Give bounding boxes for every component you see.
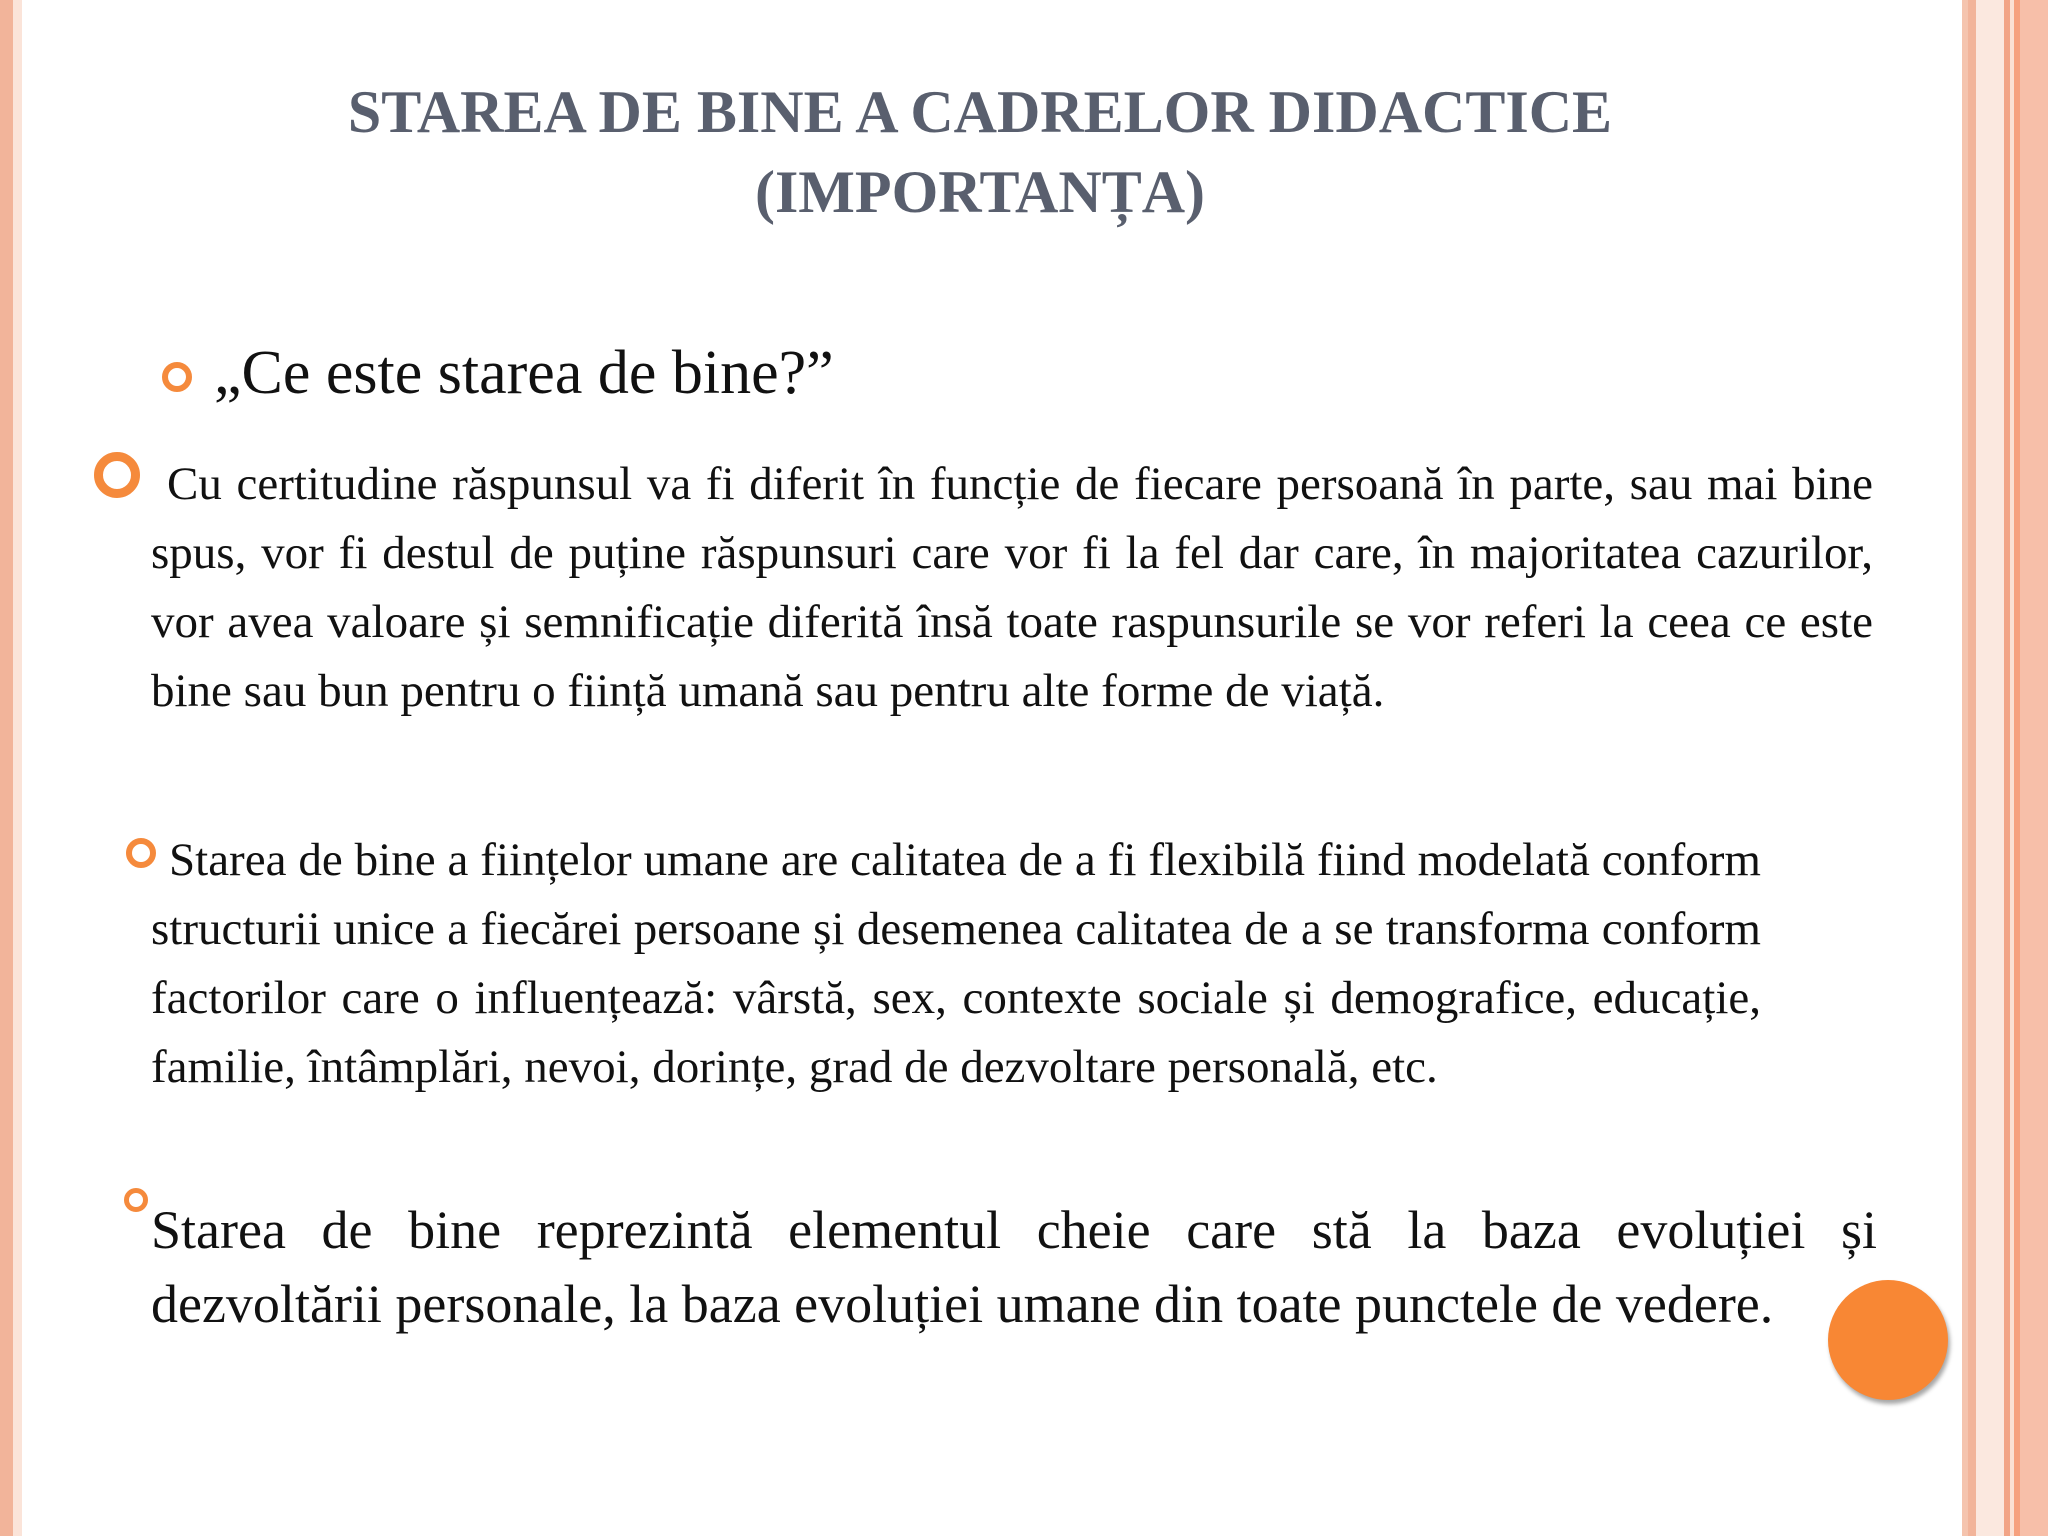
bullet-circle-icon — [94, 452, 140, 498]
orange-circle-icon — [1828, 1280, 1948, 1400]
slide-title — [180, 72, 1780, 232]
left-border-stripe — [0, 0, 13, 1536]
bullet-circle-icon — [124, 1188, 148, 1212]
slide-title-line-1: STAREA DE BINE A CADRELOR DIDACTICE — [347, 79, 1613, 145]
paragraph-1: Cu certitudine răspunsul va fi diferit în funcție de fiecare persoană în parte, sau mai bine spus, vor fi destul de puține răspunsuri care vor fi la fel dar care, în majoritatea cazurilor, vor avea valoare și semnificație diferită însă toate raspunsurile se vor referi la ceea ce este bine sau bun pentru o ființă umană sau pentru alte forme de viață. — [151, 458, 1873, 717]
left-border-stripe-light — [13, 0, 22, 1536]
bullet-circle-icon — [162, 362, 192, 392]
paragraph-3: Starea de bine reprezintă elementul cheie care stă la baza evoluției și dezvoltării personale, la baza evoluției umane din toate punctele de vedere. — [151, 1200, 1877, 1334]
slide-title-line-2: (IMPORTANȚA) — [754, 159, 1206, 225]
right-border-panel — [1962, 0, 2048, 1536]
question-text: „Ce este starea de bine?” — [214, 339, 834, 407]
paragraph-2: Starea de bine a ființelor umane are calitatea de a fi flexibilă fiind modelată conform structurii unice a fiecărei persoane și desemenea calitatea de a se transforma conform factorilor care o influențează: vârstă, sex, contexte sociale și demografice, educație, familie, întâmplări, nevoi, dorințe, grad de dezvoltare personală, etc. — [151, 834, 1761, 1093]
